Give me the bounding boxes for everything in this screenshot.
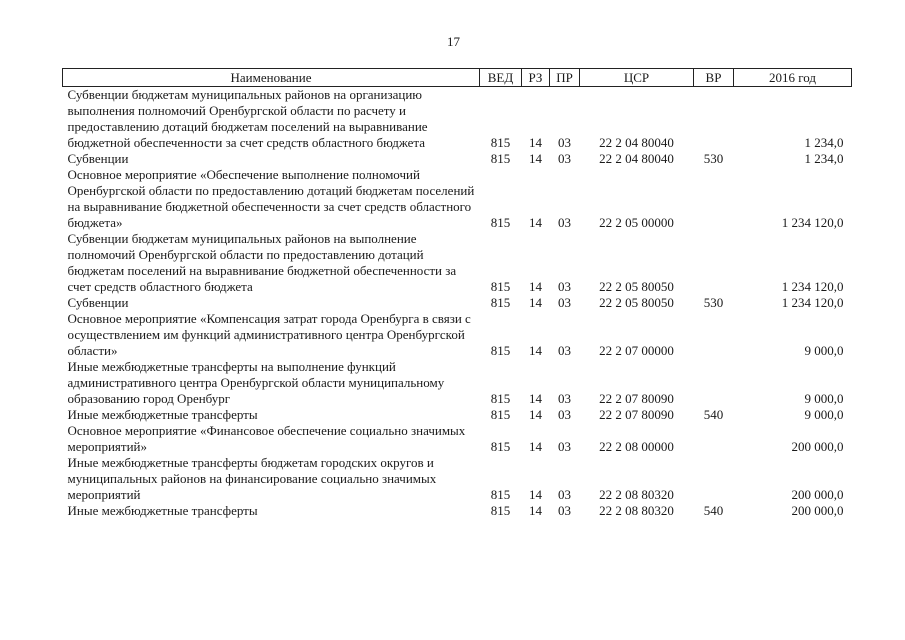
- row-csr: 22 2 07 00000: [599, 343, 674, 358]
- row-csr: 22 2 05 00000: [599, 215, 674, 230]
- row-csr: 22 2 05 80050: [599, 279, 674, 294]
- row-csr: 22 2 04 80040: [599, 135, 674, 150]
- row-rz: 14: [529, 391, 542, 406]
- row-pr: 03: [558, 439, 571, 454]
- row-vr: 540: [703, 503, 724, 518]
- row-rz: 14: [529, 439, 542, 454]
- header-ved: ВЕД: [480, 69, 522, 87]
- table-row: [63, 455, 852, 503]
- row-amount: 1 234 120,0: [781, 279, 844, 294]
- row-ved: 815: [490, 135, 511, 150]
- header-pr: ПР: [550, 69, 580, 87]
- header-csr: ЦСР: [580, 69, 694, 87]
- row-name: Основное мероприятие «Компенсация затрат города Оренбурга в связи с осуществлением им функций административного центра Оренбургской области»: [67, 311, 471, 358]
- table-row: [63, 87, 852, 152]
- row-pr: 03: [558, 487, 571, 502]
- row-pr: 03: [558, 279, 571, 294]
- table-row: [63, 503, 852, 519]
- row-rz: 14: [529, 151, 542, 166]
- row-vr: 530: [703, 151, 724, 166]
- row-ved: 815: [490, 439, 511, 454]
- row-csr: 22 2 08 80320: [599, 503, 674, 518]
- header-rz: РЗ: [522, 69, 550, 87]
- row-ved: 815: [490, 391, 511, 406]
- table-row: [63, 407, 852, 423]
- row-rz: 14: [529, 215, 542, 230]
- row-ved: 815: [490, 279, 511, 294]
- row-vr: [694, 423, 734, 455]
- row-rz: 14: [529, 343, 542, 358]
- row-amount: 9 000,0: [804, 343, 844, 358]
- row-vr: 540: [703, 407, 724, 422]
- row-rz: 14: [529, 407, 542, 422]
- row-vr: [694, 87, 734, 152]
- row-name: Иные межбюджетные трансферты бюджетам городских округов и муниципальных районов на финансирование социально значимых мероприятий: [67, 455, 437, 502]
- row-vr: [694, 231, 734, 295]
- row-csr: 22 2 08 00000: [599, 439, 674, 454]
- row-ved: 815: [490, 215, 511, 230]
- row-pr: 03: [558, 503, 571, 518]
- row-name: Иные межбюджетные трансферты: [67, 503, 258, 518]
- row-ved: 815: [490, 503, 511, 518]
- row-vr: [694, 311, 734, 359]
- row-amount: 200 000,0: [791, 503, 844, 518]
- table-header-row: [63, 69, 852, 87]
- table-row: [63, 167, 852, 231]
- row-rz: 14: [529, 279, 542, 294]
- row-vr: 530: [703, 295, 724, 310]
- row-csr: 22 2 04 80040: [599, 151, 674, 166]
- row-pr: 03: [558, 135, 571, 150]
- table-row: [63, 359, 852, 407]
- header-amount: 2016 год: [734, 69, 852, 87]
- row-ved: 815: [490, 151, 511, 166]
- row-csr: 22 2 07 80090: [599, 407, 674, 422]
- row-amount: 1 234 120,0: [781, 295, 844, 310]
- row-name: Основное мероприятие «Обеспечение выполнение полномочий Оренбургской области по предоставлению дотаций бюджетам поселений на выравнивание бюджетной обеспеченности за счет средств областного бюджета»: [67, 167, 475, 230]
- table-row: [63, 295, 852, 311]
- row-ved: 815: [490, 487, 511, 502]
- row-csr: 22 2 07 80090: [599, 391, 674, 406]
- row-amount: 1 234,0: [804, 135, 844, 150]
- row-name: Основное мероприятие «Финансовое обеспечение социально значимых мероприятий»: [67, 423, 466, 454]
- table-row: [63, 151, 852, 167]
- row-amount: 9 000,0: [804, 407, 844, 422]
- budget-table: [62, 68, 852, 519]
- page-number: 17: [447, 34, 460, 49]
- table-row: [63, 423, 852, 455]
- row-name: Субвенции: [67, 295, 129, 310]
- header-vr: ВР: [694, 69, 734, 87]
- row-vr: [694, 455, 734, 503]
- row-name: Субвенции бюджетам муниципальных районов на выполнение полномочий Оренбургской области по предоставлению дотаций бюджетам поселений на выравнивание бюджетной обеспеченности за счет средств областного бюджета: [67, 231, 457, 294]
- row-name: Субвенции: [67, 151, 129, 166]
- header-name: Наименование: [63, 69, 480, 87]
- row-rz: 14: [529, 295, 542, 310]
- row-vr: [694, 359, 734, 407]
- row-csr: 22 2 08 80320: [599, 487, 674, 502]
- table-body: [63, 87, 852, 520]
- table-row: [63, 311, 852, 359]
- row-amount: 200 000,0: [791, 439, 844, 454]
- row-pr: 03: [558, 407, 571, 422]
- row-rz: 14: [529, 487, 542, 502]
- table-row: [63, 231, 852, 295]
- row-pr: 03: [558, 215, 571, 230]
- row-rz: 14: [529, 135, 542, 150]
- row-amount: 200 000,0: [791, 487, 844, 502]
- row-pr: 03: [558, 391, 571, 406]
- row-name: Субвенции бюджетам муниципальных районов на организацию выполнения полномочий Оренбургской области по расчету и предоставлению дотаций бюджетам поселений на выравнивание бюджетной обеспеченности за счет средств областного бюджета: [67, 87, 428, 150]
- row-rz: 14: [529, 503, 542, 518]
- row-name: Иные межбюджетные трансферты на выполнение функций административного центра Оренбургской области муниципальному образованию город Оренбург: [67, 359, 445, 406]
- row-amount: 1 234 120,0: [781, 215, 844, 230]
- row-ved: 815: [490, 295, 511, 310]
- row-vr: [694, 167, 734, 231]
- row-name: Иные межбюджетные трансферты: [67, 407, 258, 422]
- row-pr: 03: [558, 295, 571, 310]
- row-pr: 03: [558, 343, 571, 358]
- row-ved: 815: [490, 407, 511, 422]
- row-ved: 815: [490, 343, 511, 358]
- row-csr: 22 2 05 80050: [599, 295, 674, 310]
- row-amount: 1 234,0: [804, 151, 844, 166]
- row-amount: 9 000,0: [804, 391, 844, 406]
- row-pr: 03: [558, 151, 571, 166]
